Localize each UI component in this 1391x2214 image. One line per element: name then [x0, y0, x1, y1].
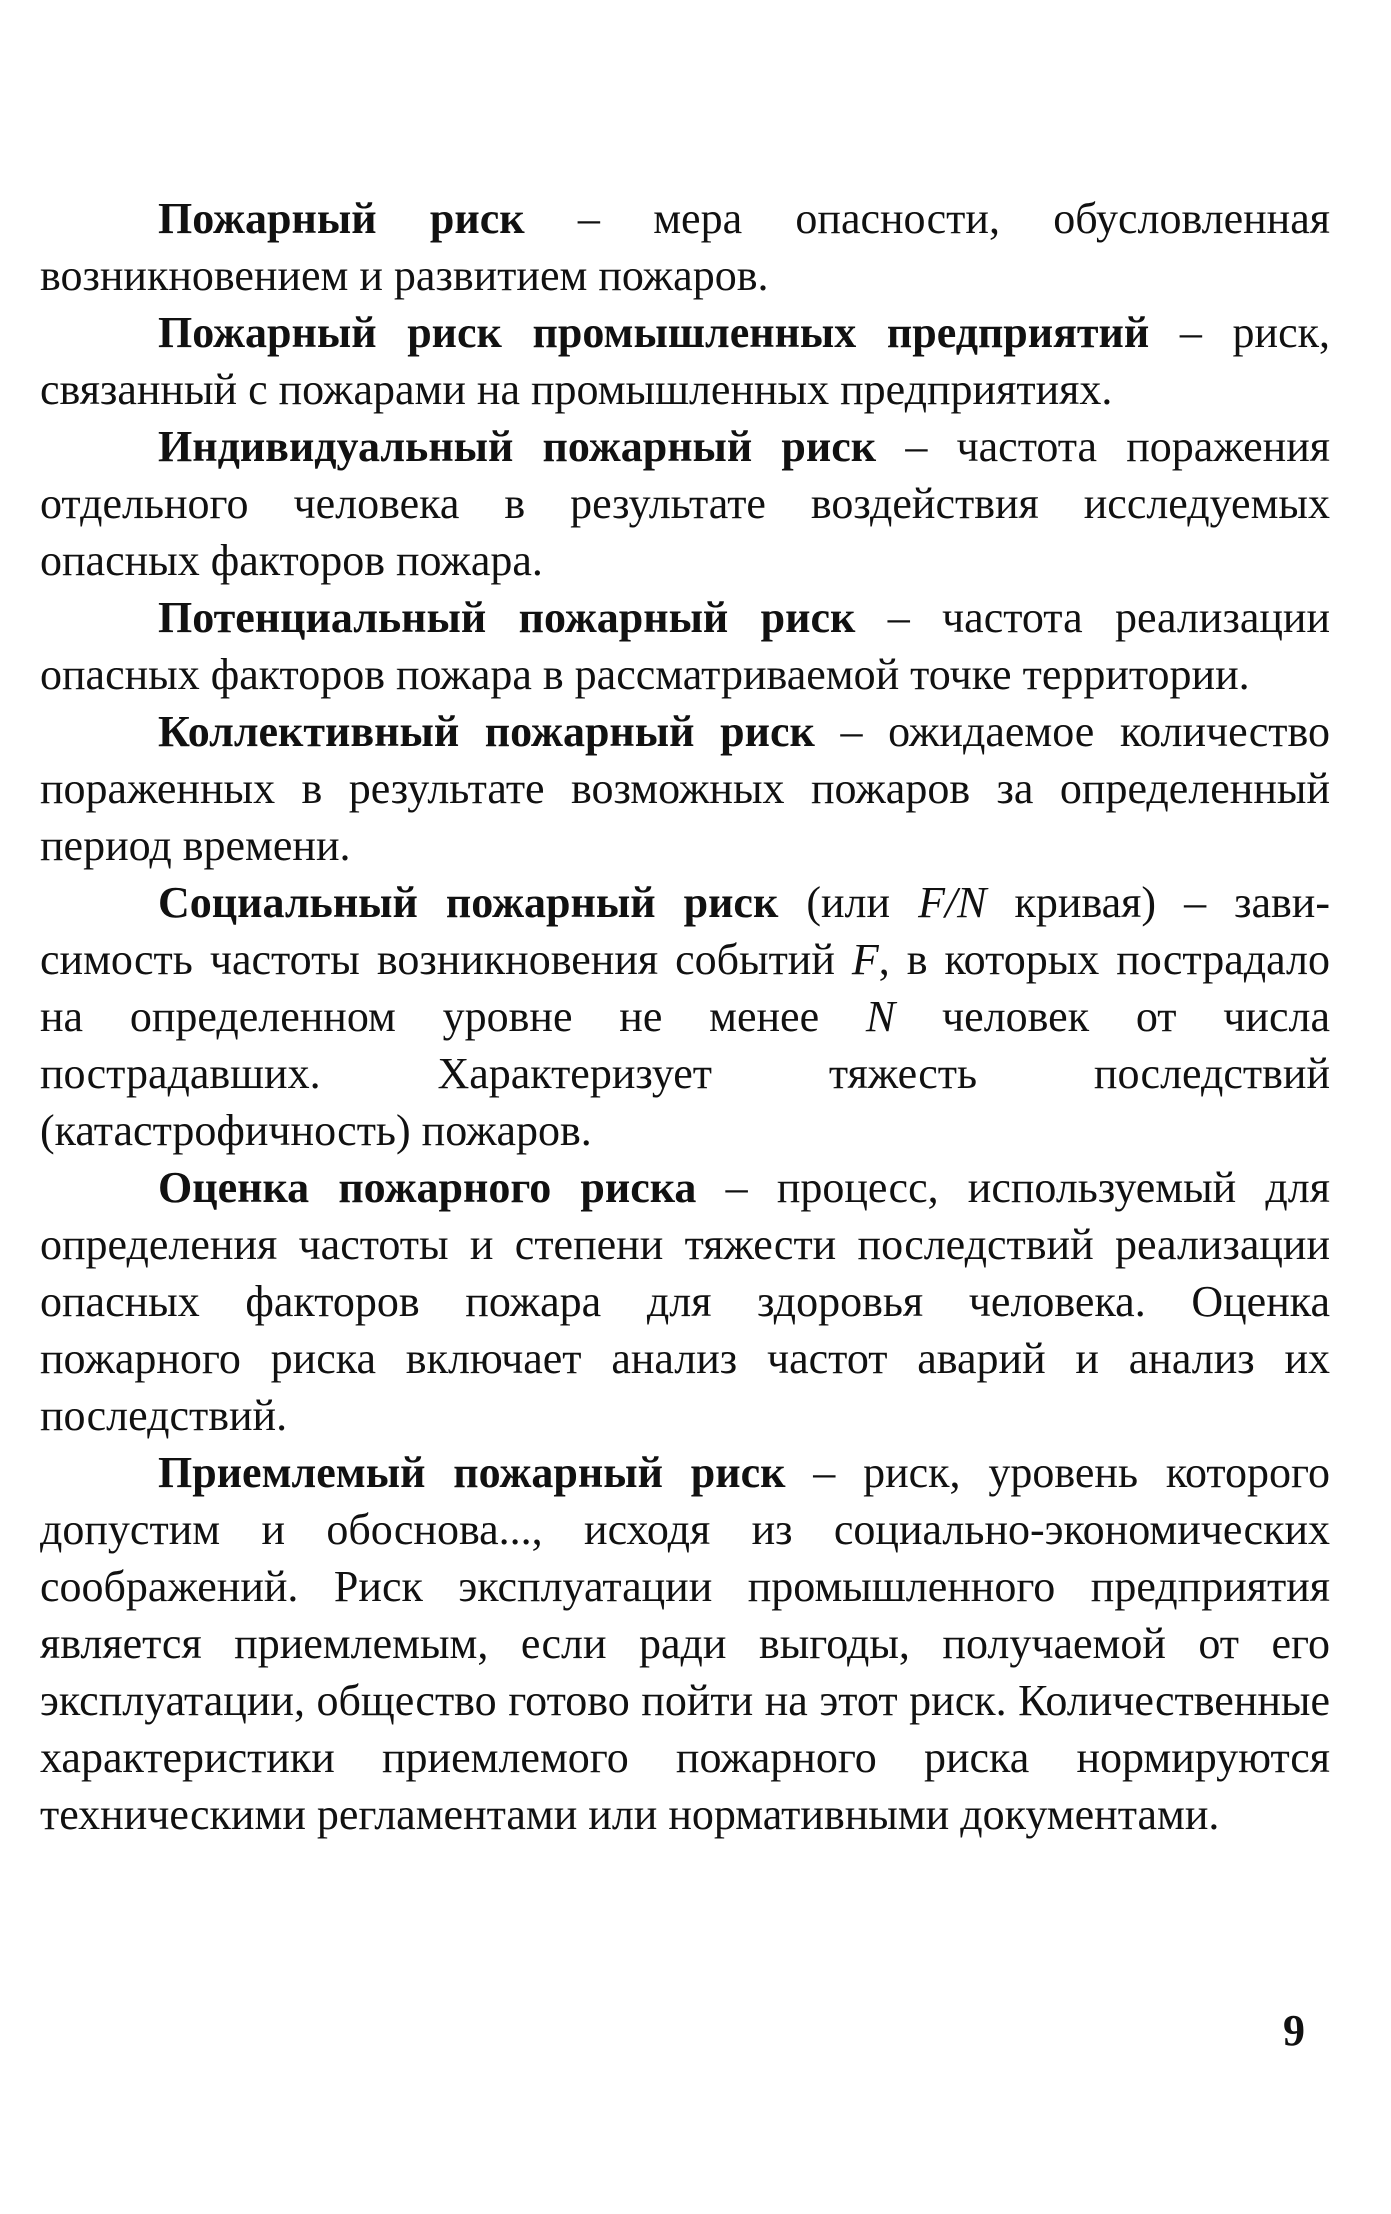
term: Социальный пожарный риск	[158, 878, 779, 927]
definition-text-part: , в которых пострадало на определенном уровне не менее	[40, 935, 1330, 1041]
definition-acceptable-fire-risk	[40, 1444, 1330, 1843]
definition-text: – мера опасности, обусловленная возникновением и развитием пожаров.	[40, 194, 1330, 300]
term: Приемлемый пожарный риск	[158, 1448, 786, 1497]
definition-text: – ожидаемое количество пораженных в результате возможных пожаров за определенный период времени.	[40, 707, 1330, 870]
definition-text-part: кривая) – зависимость частоты возникновения событий	[40, 878, 1331, 984]
term: Пожарный риск промышленных предприятий	[158, 308, 1150, 357]
definition-text: – частота поражения отдельного человека в результате воздействия исследуемых опасных факторов пожара.	[40, 422, 1331, 585]
definition-individual-fire-risk	[40, 418, 1330, 589]
definition-collective-fire-risk	[40, 703, 1330, 874]
definition-text-part: (или	[778, 878, 919, 927]
term: Коллективный пожарный риск	[158, 707, 815, 756]
document-page	[40, 190, 1330, 1843]
term: Оценка пожарного риска	[158, 1163, 697, 1212]
definition-text: – риск, уровень которого допустим и обоснова..., исходя из социально-экономических соображений. Риск эксплуатации промышленного предприятия является приемлемым, если ради выгоды, получаемой от его эксплуатации, общество готово пойти на этот риск. Количественные характеристики приемлемого пожарного риска нормируются техническими регламентами или нормативными документами.	[40, 1448, 1331, 1839]
fn-curve-symbol: F/N	[918, 878, 987, 927]
definition-text: – процесс, используемый для определения частоты и степени тяжести последствий реализации опасных факторов пожара для здоровья человека. Оценка пожарного риска включает анализ частот аварий и анализ их последствий.	[40, 1163, 1330, 1440]
term: Пожарный риск	[158, 194, 525, 243]
definition-text-part: человек от числа пострадавших. Характеризует тяжесть последствий (катастрофичность) пожаров.	[40, 992, 1330, 1155]
term: Индивидуальный пожарный риск	[158, 422, 877, 471]
definition-fire-risk	[40, 190, 1330, 304]
n-symbol: N	[865, 992, 896, 1041]
definition-social-fire-risk	[40, 874, 1330, 1159]
definition-fire-risk-assessment	[40, 1159, 1330, 1444]
page-number: 9	[1283, 2006, 1305, 2055]
term: Потенциальный пожарный риск	[158, 593, 856, 642]
f-symbol: F	[851, 935, 879, 984]
definition-industrial-fire-risk	[40, 304, 1330, 418]
definition-text: – риск, связанный с пожарами на промышленных предприятиях.	[40, 308, 1330, 414]
definition-text: – частота реализации опасных факторов пожара в рассматриваемой точке территории.	[40, 593, 1330, 699]
definition-potential-fire-risk	[40, 589, 1330, 703]
